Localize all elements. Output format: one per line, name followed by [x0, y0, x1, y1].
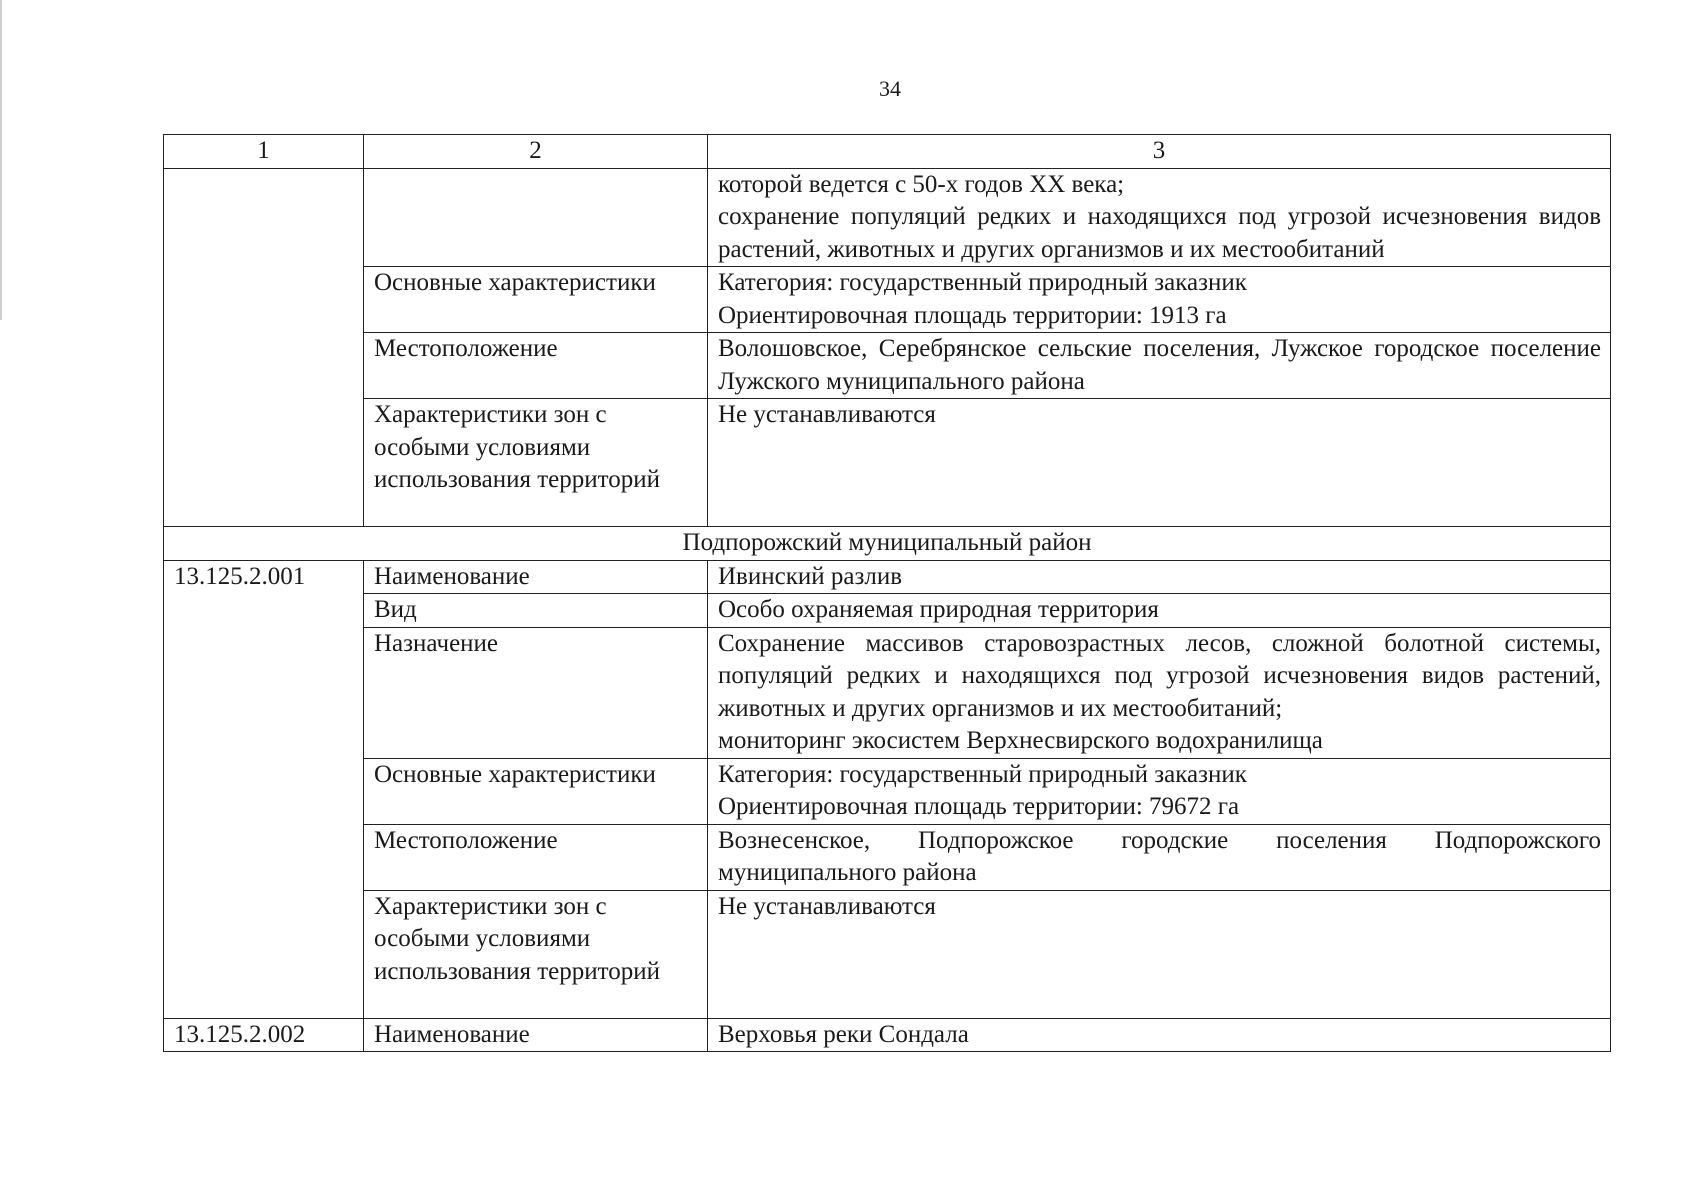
- table-row: [164, 824, 1611, 890]
- text-line: Категория: государственный природный заказник: [718, 760, 1247, 788]
- zones-value: Не устанавливаются: [708, 890, 1611, 1018]
- zones-value: Не устанавливаются: [708, 399, 1611, 527]
- text-line: которой ведется с 50-х годов XX века;: [718, 170, 1125, 198]
- name-value: Ивинский разлив: [708, 560, 1611, 594]
- name-label: Наименование: [364, 560, 708, 594]
- table-row: [164, 627, 1611, 758]
- location-value: Волошовское, Серебрянское сельские поселения, Лужское городское поселение Лужского муниципального района: [708, 333, 1611, 399]
- text-line: Ориентировочная площадь территории: 1913 га: [718, 301, 1227, 329]
- code-cell-empty: [164, 168, 364, 527]
- text-line: мониторинг экосистем Верхнесвирского водохранилища: [718, 727, 1323, 754]
- header-col-2: 2: [364, 135, 708, 169]
- ooptn-table: [163, 134, 1611, 1052]
- region-row: [164, 527, 1611, 561]
- table-row: [164, 594, 1611, 628]
- label-cell-empty: [364, 168, 708, 267]
- object-code: 13.125.2.002: [164, 1018, 364, 1052]
- table-row: [164, 890, 1611, 1018]
- main-characteristics-value: [708, 267, 1611, 333]
- purpose-value: [708, 627, 1611, 758]
- table-header-row: [164, 135, 1611, 169]
- name-value: Верховья реки Сондала: [708, 1018, 1611, 1052]
- page-number: 34: [879, 76, 901, 101]
- type-label: Вид: [364, 594, 708, 628]
- scan-edge-mark: [0, 0, 2, 320]
- table-row: [164, 1018, 1611, 1052]
- location-label: Местоположение: [364, 824, 708, 890]
- location-value: Вознесенское, Подпорожское городские поселения Подпорожского муниципального района: [708, 824, 1611, 890]
- object-code: 13.125.2.001: [164, 560, 364, 1018]
- table-row: [164, 333, 1611, 399]
- zones-label: Характеристики зон с особыми условиями использования территорий: [364, 890, 708, 1018]
- zones-label: Характеристики зон с особыми условиями использования территорий: [364, 399, 708, 527]
- text-line: сохранение популяций редких и находящихся под угрозой исчезновения видов растений, животных и других организмов и их местообитаний: [718, 203, 1601, 263]
- purpose-continued-value: [708, 168, 1611, 267]
- name-label: Наименование: [364, 1018, 708, 1052]
- table-row: [164, 168, 1611, 267]
- header-col-1: 1: [164, 135, 364, 169]
- header-col-3: 3: [708, 135, 1611, 169]
- table-row: [164, 560, 1611, 594]
- table-row: [164, 399, 1611, 527]
- region-title: Подпорожский муниципальный район: [164, 527, 1611, 561]
- table-row: [164, 267, 1611, 333]
- purpose-label: Назначение: [364, 627, 708, 758]
- text-line: Категория: государственный природный заказник: [718, 269, 1247, 296]
- text-line: Ориентировочная площадь территории: 79672 га: [718, 793, 1240, 820]
- type-value: Особо охраняемая природная территория: [708, 594, 1611, 628]
- table-row: [164, 758, 1611, 824]
- main-characteristics-label: Основные характеристики: [364, 758, 708, 824]
- text-line: Сохранение массивов старовозрастных лесов, сложной болотной системы, популяций редких и находящихся под угрозой исчезновения видов растений, животных и других организмов и их местообитаний;: [718, 629, 1601, 722]
- main-characteristics-value: [708, 758, 1611, 824]
- main-characteristics-label: Основные характеристики: [364, 267, 708, 333]
- location-label: Местоположение: [364, 333, 708, 399]
